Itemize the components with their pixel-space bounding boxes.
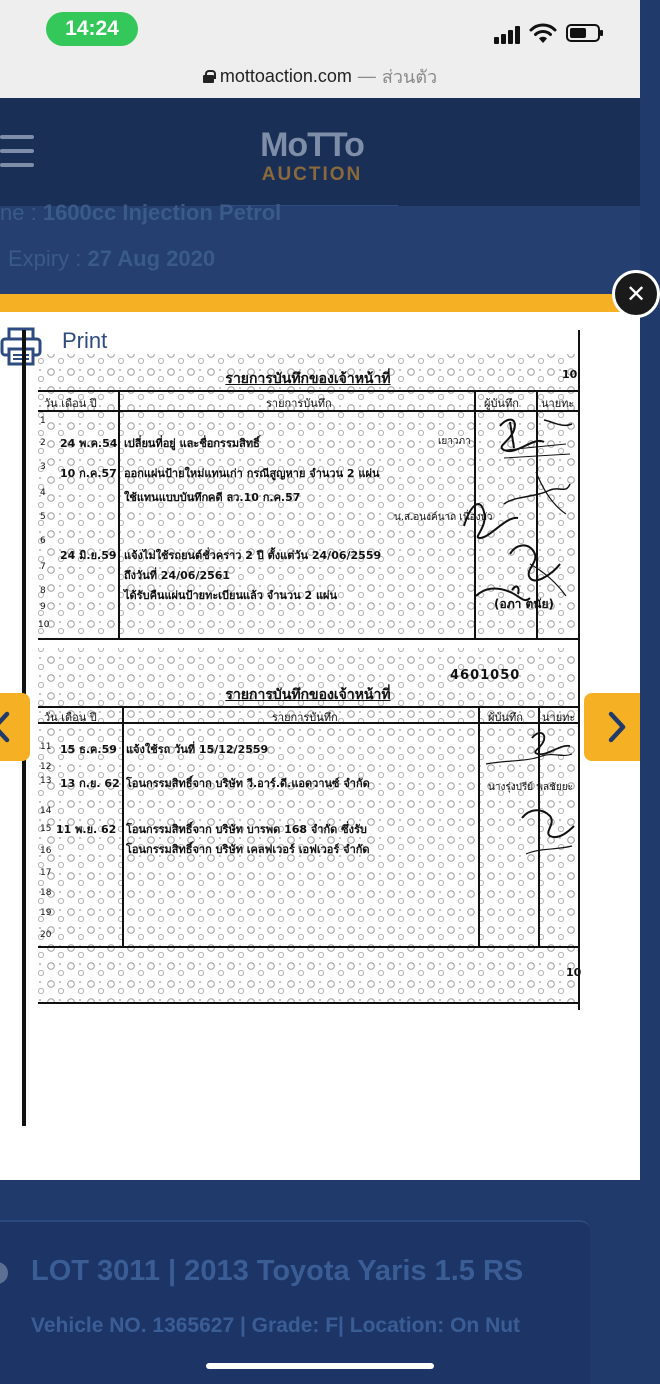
home-indicator[interactable] bbox=[206, 1363, 434, 1369]
row-number: 15 bbox=[40, 824, 52, 834]
url-domain: mottoaction.com bbox=[219, 66, 352, 86]
row-number: 16 bbox=[40, 846, 52, 856]
row-text: แจ้งใช้รถ วันที่ 15/12/2559 bbox=[126, 743, 269, 756]
url-separator: — bbox=[357, 66, 376, 86]
engine-spec bbox=[0, 200, 640, 226]
cellular-signal-icon bbox=[494, 26, 522, 44]
row-date: 10 ก.ค.57 bbox=[60, 467, 117, 480]
row-text: ได้รับคืนแผ่นป้ายทะเบียนแล้ว จำนวน 2 แผ่น bbox=[124, 589, 338, 602]
row-text: ถึงวันที่ 24/06/2561 bbox=[124, 569, 231, 582]
row-number: 20 bbox=[40, 930, 52, 940]
row-number: 3 bbox=[40, 462, 46, 472]
logo-top: MoTTo bbox=[260, 126, 364, 164]
previous-image-button[interactable] bbox=[0, 693, 30, 761]
private-label: ส่วนตัว bbox=[381, 67, 438, 87]
row-text: แจ้งไม่ใช้รถยนต์ชั่วคราว 2 ปี ตั้งแต่วัน 24/06/2559 bbox=[124, 549, 382, 562]
page-number-bottom: 10 bbox=[566, 966, 582, 979]
signature-marks bbox=[476, 724, 578, 874]
expiry-value: 27 Aug 2020 bbox=[87, 246, 216, 271]
row-number: 13 bbox=[40, 776, 52, 786]
header-registrar: นายทะ bbox=[542, 711, 576, 724]
lot-info: Vehicle NO. 1365627 | Grade: F| Location: On Nut bbox=[31, 1314, 521, 1337]
svg-text:(อภา ตนัย): (อภา ตนัย) bbox=[494, 597, 555, 611]
lock-icon bbox=[203, 70, 214, 83]
row-date: 24 มิ.ย.59 bbox=[60, 549, 117, 562]
row-recorder: เยาวภา bbox=[438, 436, 471, 447]
row-number: 5 bbox=[40, 512, 46, 522]
row-date: 13 ก.ย. 62 bbox=[60, 777, 120, 790]
print-label: Print bbox=[62, 328, 108, 353]
url-bar[interactable] bbox=[0, 56, 640, 98]
row-date: 24 พ.ค.54 bbox=[60, 437, 118, 450]
lot-title[interactable]: LOT 3011 | 2013 Toyota Yaris 1.5 RS bbox=[31, 1255, 524, 1287]
row-number: 14 bbox=[40, 806, 52, 816]
page-number-top: 10 bbox=[562, 368, 578, 381]
registration-document bbox=[26, 330, 590, 1030]
expiry-label: Expiry : bbox=[8, 246, 82, 271]
status-time: 14:24 bbox=[46, 12, 138, 46]
row-number: 11 bbox=[40, 742, 52, 752]
row-recorder: น.ส.อนงค์นาถ เนื่องบัว bbox=[394, 512, 493, 523]
section1-title: รายการบันทึกของเจ้าหน้าที่ bbox=[225, 371, 391, 387]
row-number: 7 bbox=[40, 562, 46, 572]
row-number: 9 bbox=[40, 602, 46, 612]
wifi-icon bbox=[530, 22, 556, 44]
row-number: 17 bbox=[40, 868, 52, 878]
header-registrar: นายทะ bbox=[541, 397, 575, 410]
expiry bbox=[8, 246, 215, 272]
lot-card bbox=[0, 1220, 590, 1384]
header-record: รายการบันทึก bbox=[266, 397, 332, 410]
row-number: 8 bbox=[40, 586, 46, 596]
row-text: เปลี่ยนที่อยู่ และชื่อกรรมสิทธิ์ bbox=[124, 437, 260, 450]
chevron-right-icon bbox=[606, 711, 628, 743]
section2-title: รายการบันทึกของเจ้าหน้าที่ bbox=[225, 687, 391, 703]
document-serial: 4601050 bbox=[450, 668, 521, 683]
chevron-left-icon bbox=[0, 711, 12, 743]
menu-icon[interactable] bbox=[0, 135, 34, 169]
row-date: 11 พ.ย. 62 bbox=[56, 823, 117, 836]
row-text: โอนกรรมสิทธิ์จาก บริษัท เคลฟเวอร์ เอฟเวอร์ จำกัด bbox=[126, 843, 370, 856]
header-record: รายการบันทึก bbox=[272, 711, 338, 724]
row-text: โอนกรรมสิทธิ์จาก บริษัท บารพด 168 จำกัด ซึ่งรับ bbox=[126, 823, 367, 836]
engine-value: 1600cc Injection Petrol bbox=[42, 200, 282, 225]
header-date: วัน เดือน ปี bbox=[44, 397, 97, 410]
close-icon[interactable]: ✕ bbox=[612, 270, 660, 318]
header-recorder: ผู้บันทึก bbox=[488, 711, 523, 724]
row-number: 19 bbox=[40, 908, 52, 918]
engine-label: ne : bbox=[0, 200, 37, 225]
header-recorder: ผู้บันทึก bbox=[484, 397, 519, 410]
logo-bottom: AUCTION bbox=[261, 164, 363, 185]
header-date: วัน เดือน ปี bbox=[44, 711, 97, 724]
row-text: โอนกรรมสิทธิ์จาก บริษัท วี.อาร์.ดี.แอดวานซ์ จำกัด bbox=[126, 777, 370, 790]
row-text: ออกแผ่นป้ายใหม่แทนเก่า กรณีสูญหาย จำนวน 2 แผ่น bbox=[124, 467, 380, 480]
row-number: 2 bbox=[40, 438, 46, 448]
row-date: 15 ธ.ค.59 bbox=[60, 743, 117, 756]
row-text: ใช้แทนแบบบันทึกคดี ลว.10 ก.ค.57 bbox=[124, 491, 301, 504]
row-number: 12 bbox=[40, 762, 52, 772]
row-number: 10 bbox=[38, 620, 50, 630]
row-number: 4 bbox=[40, 488, 46, 498]
battery-icon bbox=[566, 24, 600, 42]
row-recorder: นางรุ่งปรีย์ พลชัยยะ bbox=[488, 782, 573, 793]
modal-top-bar bbox=[0, 294, 640, 312]
row-number: 1 bbox=[40, 416, 46, 426]
signature-marks bbox=[446, 414, 578, 624]
row-number: 18 bbox=[40, 888, 52, 898]
row-number: 6 bbox=[40, 536, 46, 546]
status-bar bbox=[0, 0, 640, 56]
next-image-button[interactable] bbox=[584, 693, 640, 761]
